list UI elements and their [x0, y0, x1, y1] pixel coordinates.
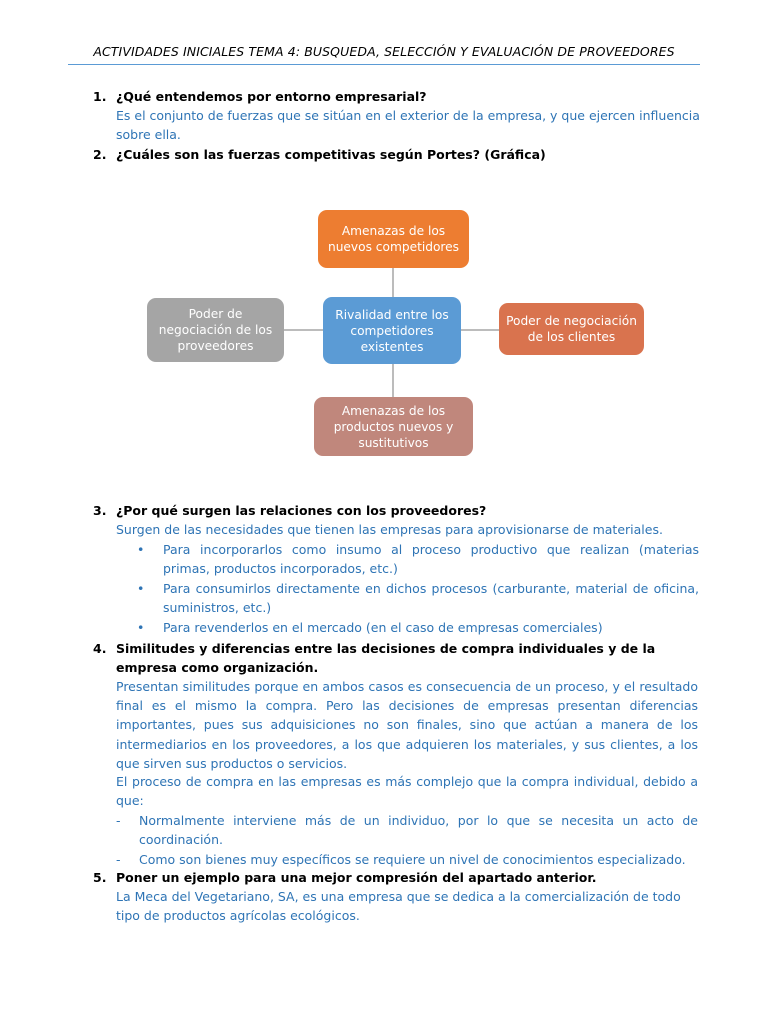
box-line: Amenazas de los [341, 403, 446, 418]
bullet-item [137, 618, 699, 637]
box-substitutes-threat [314, 397, 473, 456]
bullet-text: Para consumirlos directamente en dichos procesos (carburante, material de oficina, suministros, etc.) [163, 581, 699, 616]
dash-text: Normalmente interviene más de un individuo, por lo que se necesita un acto de coordinación. [139, 813, 698, 848]
answer-5: La Meca del Vegetariano, SA, es una empresa que se dedica a la comercialización de todo tipo de productos agrícolas ecológicos. [116, 889, 681, 924]
box-line: Poder de negociación [506, 314, 637, 328]
box-competitive-rivalry [323, 297, 461, 364]
dash-item [116, 811, 698, 849]
dash-marker: - [116, 813, 121, 828]
question-number: 3. [93, 503, 107, 518]
bullet-marker: • [137, 542, 145, 557]
answer-1-line-1: Es el conjunto de fuerzas que se sitúan en el exterior de la empresa, y que ejercen influencia [116, 108, 700, 123]
box-supplier-power [147, 298, 284, 362]
box-line: existentes [360, 339, 424, 354]
question-5 [93, 868, 597, 887]
question-text: Similitudes y diferencias entre las decisiones de compra individuales y de la empresa como organización. [116, 641, 656, 675]
box-line: proveedores [177, 339, 254, 353]
question-number: 2. [93, 147, 107, 162]
question-3 [93, 501, 486, 520]
box-line: sustitutivos [358, 435, 429, 450]
answer-1-line-2: sobre ella. [116, 127, 181, 142]
question-4 [93, 639, 699, 677]
page-header: ACTIVIDADES INICIALES TEMA 4: BUSQUEDA, SELECCIÓN Y EVALUACIÓN DE PROVEEDORES [93, 44, 675, 59]
box-line: productos nuevos y [333, 419, 454, 434]
box-line: competidores [350, 323, 434, 338]
question-1 [93, 87, 427, 106]
question-2 [93, 145, 546, 164]
question-text: ¿Qué entendemos por entorno empresarial? [116, 89, 427, 104]
question-text: Poner un ejemplo para una mejor compresión del apartado anterior. [116, 870, 597, 885]
bullet-marker: • [137, 620, 145, 635]
question-number: 1. [93, 89, 107, 104]
bullet-text: Para incorporarlos como insumo al proceso productivo que realizan (materias primas, productos incorporados, etc.) [163, 542, 699, 577]
header-rule [68, 64, 700, 65]
box-line: Poder de [188, 307, 243, 321]
bullet-text: Para revenderlos en el mercado (en el caso de empresas comerciales) [163, 620, 603, 635]
box-line: Rivalidad entre los [335, 307, 449, 322]
dash-text: Como son bienes muy específicos se requiere un nivel de conocimientos especializado. [139, 852, 686, 867]
bullet-item [137, 579, 699, 617]
box-line: nuevos competidores [327, 240, 460, 254]
box-new-competitors-threat [318, 210, 469, 268]
box-line: negociación de los [158, 323, 273, 337]
question-text: ¿Cuáles son las fuerzas competitivas según Portes? (Gráfica) [116, 147, 546, 162]
box-buyer-power [499, 303, 644, 355]
question-number: 5. [93, 870, 107, 885]
answer-4-paragraph-2: El proceso de compra en las empresas es más complejo que la compra individual, debido a que: [116, 774, 698, 809]
answer-3: Surgen de las necesidades que tienen las empresas para aprovisionarse de materiales. [116, 522, 663, 537]
bullet-item [137, 540, 699, 578]
dash-marker: - [116, 852, 121, 867]
bullet-marker: • [137, 581, 145, 596]
question-number: 4. [93, 641, 107, 656]
box-line: de los clientes [527, 330, 616, 344]
dash-item [116, 850, 698, 869]
answer-4-paragraph-1: Presentan similitudes porque en ambos casos es consecuencia de un proceso, y el resultado final es el mismo la compra. Pero las decisiones de empresas presentan diferencias importantes, pues sus adquisiciones no son finales, sino que actúan a manera de los intermediarios en los proveedores, a los que adquieren los materiales, y sus clientes, a los que sirven sus productos o servicios. [116, 679, 698, 771]
box-line: Amenazas de los [341, 224, 446, 238]
question-text: ¿Por qué surgen las relaciones con los proveedores? [116, 503, 487, 518]
